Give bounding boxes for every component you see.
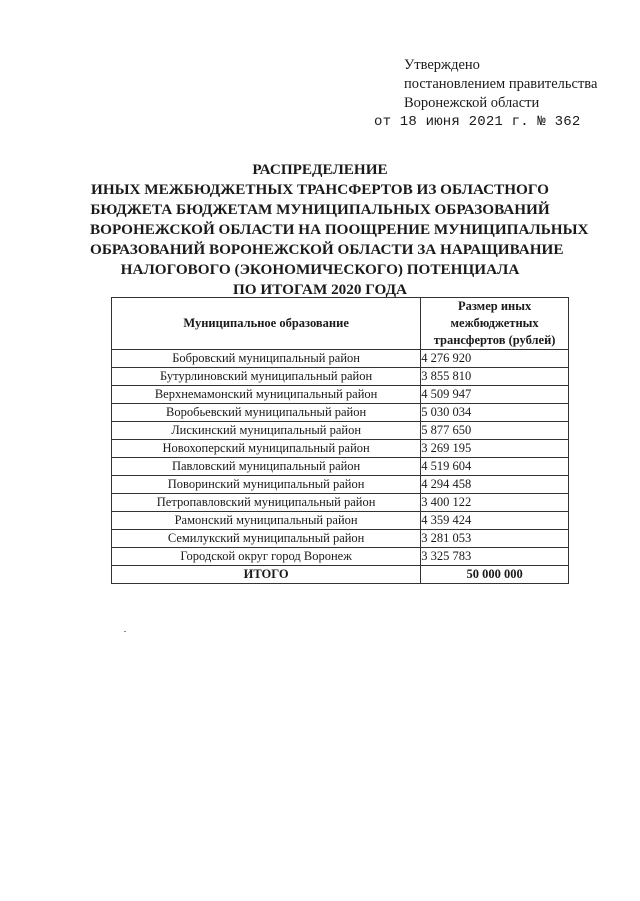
table-row [112,458,569,476]
table-header-row [112,298,569,350]
approval-region: Воронежской области [404,95,540,111]
amount-cell: 4 509 947 [421,386,569,404]
column-header-municipality: Муниципальное образование [112,298,421,350]
approval-resolution: постановлением правительства [404,76,598,92]
title-line: ПО ИТОГАМ 2020 ГОДА [232,281,408,298]
table-row [112,476,569,494]
municipality-cell: Верхнемамонский муниципальный район [112,386,421,404]
amount-cell: 4 294 458 [421,476,569,494]
total-label-cell: ИТОГО [112,566,421,584]
total-amount-cell: 50 000 000 [421,566,569,584]
municipality-cell: Лискинский муниципальный район [112,422,421,440]
amount-cell: 3 400 122 [421,494,569,512]
column-header-amount [421,298,569,350]
amount-cell: 3 281 053 [421,530,569,548]
document-title [90,160,589,300]
approval-block [374,56,634,132]
title-line: ВОРОНЕЖСКОЙ ОБЛАСТИ НА ПООЩРЕНИЕ МУНИЦИПАЛЬНЫХ [90,221,589,238]
column-header-amount-line: межбюджетных [450,316,539,330]
municipality-cell: Поворинский муниципальный район [112,476,421,494]
title-line: БЮДЖЕТА БЮДЖЕТАМ МУНИЦИПАЛЬНЫХ ОБРАЗОВАНИЙ [90,201,550,218]
municipality-cell: Рамонский муниципальный район [112,512,421,530]
municipality-cell: Городской округ город Воронеж [112,548,421,566]
table-row [112,530,569,548]
column-header-amount-line: трансфертов (рублей) [433,333,556,347]
amount-cell: 4 276 920 [421,350,569,368]
table-row [112,494,569,512]
allocation-table [111,297,569,584]
table-row [112,404,569,422]
municipality-cell: Бутурлиновский муниципальный район [112,368,421,386]
table-row [112,386,569,404]
municipality-cell: Петропавловский муниципальный район [112,494,421,512]
amount-cell: 4 519 604 [421,458,569,476]
title-line: ИНЫХ МЕЖБЮДЖЕТНЫХ ТРАНСФЕРТОВ ИЗ ОБЛАСТНОГО [91,181,549,198]
municipality-cell: Павловский муниципальный район [112,458,421,476]
approval-label: Утверждено [404,57,480,73]
municipality-cell: Новохоперский муниципальный район [112,440,421,458]
table-row [112,512,569,530]
amount-cell: 5 877 650 [421,422,569,440]
municipality-cell: Семилукский муниципальный район [112,530,421,548]
total-row [112,566,569,584]
amount-cell: 3 269 195 [421,440,569,458]
table-row [112,368,569,386]
amount-cell: 3 325 783 [421,548,569,566]
table-row [112,440,569,458]
title-line: НАЛОГОВОГО (ЭКОНОМИЧЕСКОГО) ПОТЕНЦИАЛА [120,261,520,278]
scan-speck [124,631,126,632]
municipality-cell: Бобровский муниципальный район [112,350,421,368]
approval-date-number: от 18 июня 2021 г. № 362 [374,114,581,130]
table-row [112,548,569,566]
amount-cell: 4 359 424 [421,512,569,530]
table-row [112,350,569,368]
title-line: ОБРАЗОВАНИЙ ВОРОНЕЖСКОЙ ОБЛАСТИ ЗА НАРАЩИВАНИЕ [90,241,564,258]
amount-cell: 5 030 034 [421,404,569,422]
table-row [112,422,569,440]
title-line: РАСПРЕДЕЛЕНИЕ [252,161,388,178]
municipality-cell: Воробьевский муниципальный район [112,404,421,422]
amount-cell: 3 855 810 [421,368,569,386]
column-header-amount-line: Размер иных [457,299,532,313]
